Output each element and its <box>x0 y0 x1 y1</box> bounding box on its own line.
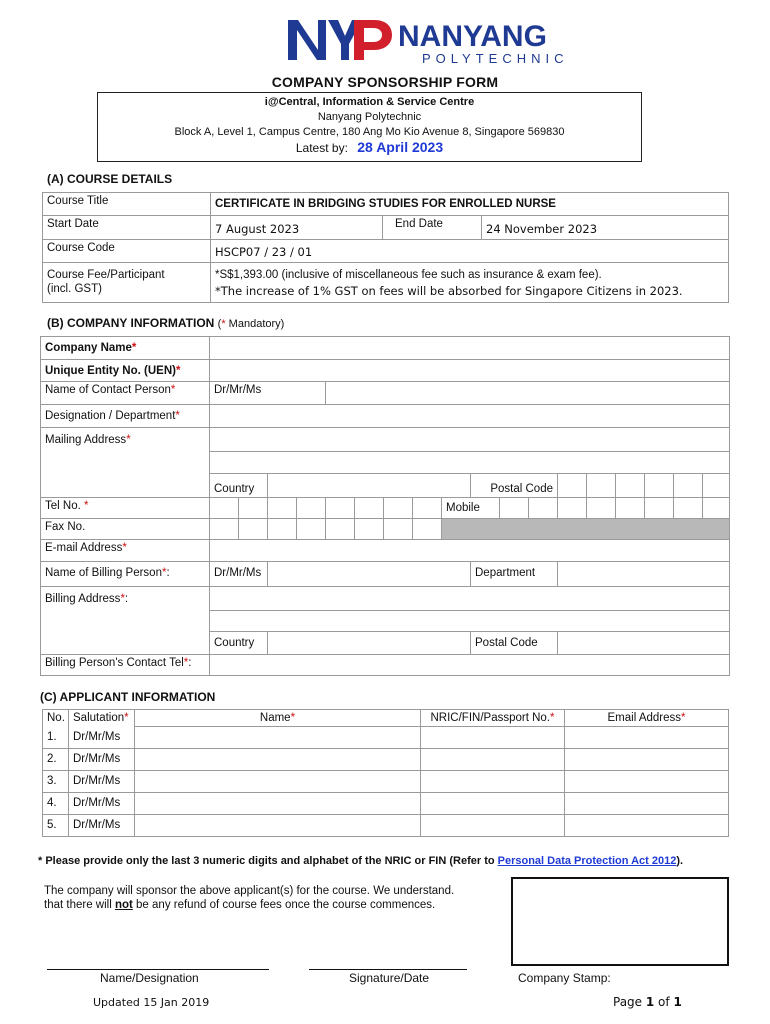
course-fee-value: *S$1,393.00 (inclusive of miscellaneous fee such as insurance & exam fee). <box>215 269 602 281</box>
country-field[interactable] <box>268 474 471 498</box>
course-code-label: Course Code <box>43 240 211 263</box>
applicant-salutation[interactable]: Dr/Mr/Ms <box>69 727 135 749</box>
disclaimer-text: * Please provide only the last 3 numeric digits and alphabet of the NRIC or FIN (Refer to <box>38 855 498 867</box>
country-label: Country <box>210 474 268 498</box>
applicant-nric-field[interactable] <box>421 815 565 837</box>
course-title-value: CERTIFICATE IN BRIDGING STUDIES FOR ENROLLED NURSE <box>211 193 729 216</box>
nyp-logo <box>288 16 569 68</box>
postal-digit-2[interactable] <box>587 474 616 498</box>
sponsor-line-1: The company will sponsor the above applicant(s) for the course. We understand. <box>44 885 455 897</box>
contact-salutation-field[interactable]: Dr/Mr/Ms <box>210 382 326 405</box>
page-number: Page 1 of 1 <box>613 995 682 1009</box>
mobile-label: Mobile <box>442 498 500 519</box>
applicant-row <box>43 727 729 749</box>
applicant-name-field[interactable] <box>135 815 421 837</box>
mobile-digit-3[interactable] <box>558 498 587 519</box>
applicant-no: 4. <box>43 793 69 815</box>
fax-digit-6[interactable] <box>355 519 384 540</box>
tel-digit-7[interactable] <box>384 498 413 519</box>
applicant-email-field[interactable] <box>565 771 729 793</box>
applicant-email-field[interactable] <box>565 727 729 749</box>
mobile-digit-6[interactable] <box>645 498 674 519</box>
contact-person-label: Name of Contact Person* <box>41 382 210 405</box>
uen-field[interactable] <box>210 360 730 382</box>
section-a-heading: (A) COURSE DETAILS <box>47 172 173 186</box>
fax-digit-5[interactable] <box>326 519 355 540</box>
signature-date-line <box>309 969 467 970</box>
disclaimer-end: ). <box>676 855 684 867</box>
applicant-name-field[interactable] <box>135 749 421 771</box>
department-field[interactable] <box>558 562 730 587</box>
contact-person-field[interactable] <box>326 382 730 405</box>
fax-blank-area <box>442 519 730 540</box>
applicant-no: 5. <box>43 815 69 837</box>
applicant-no: 1. <box>43 727 69 749</box>
mobile-digit-8[interactable] <box>703 498 730 519</box>
mobile-digit-1[interactable] <box>500 498 529 519</box>
sponsor-statement <box>44 884 454 912</box>
address-box <box>97 92 642 162</box>
mailing-address-line-1[interactable] <box>210 428 730 452</box>
applicant-nric-field[interactable] <box>421 749 565 771</box>
applicant-row <box>43 749 729 771</box>
applicant-email-field[interactable] <box>565 793 729 815</box>
svg-text:NANYANG: NANYANG <box>398 20 547 53</box>
updated-date: Updated 15 Jan 2019 <box>93 996 210 1009</box>
applicant-name-field[interactable] <box>135 727 421 749</box>
email-label: E-mail Address* <box>41 540 210 562</box>
start-date-value: 7 August 2023 <box>211 216 383 240</box>
tel-digit-1[interactable] <box>210 498 239 519</box>
applicant-salutation[interactable]: Dr/Mr/Ms <box>69 749 135 771</box>
nyp-logo-mark <box>288 16 569 68</box>
postal-digit-4[interactable] <box>645 474 674 498</box>
mandatory-open: ( <box>217 318 222 330</box>
not-emphasis: not <box>114 899 133 911</box>
applicant-salutation[interactable]: Dr/Mr/Ms <box>69 815 135 837</box>
tel-digit-2[interactable] <box>239 498 268 519</box>
designation-label: Designation / Department* <box>41 405 210 428</box>
section-b-title: (B) COMPANY INFORMATION <box>47 316 215 330</box>
postal-digit-3[interactable] <box>616 474 645 498</box>
mobile-digit-5[interactable] <box>616 498 645 519</box>
header-salutation: Salutation* <box>69 710 135 727</box>
mobile-digit-4[interactable] <box>587 498 616 519</box>
fax-digit-1[interactable] <box>210 519 239 540</box>
tel-digit-6[interactable] <box>355 498 384 519</box>
applicant-email-field[interactable] <box>565 749 729 771</box>
billing-address-line-2[interactable] <box>210 611 730 632</box>
billing-tel-field[interactable] <box>210 655 730 676</box>
applicant-nric-field[interactable] <box>421 727 565 749</box>
signature-date-label: Signature/Date <box>349 971 430 985</box>
address-line-1: i@Central, Information & Service Centre <box>264 96 475 108</box>
nric-disclaimer <box>38 855 683 867</box>
name-designation-label: Name/Designation <box>100 971 199 985</box>
applicant-salutation[interactable]: Dr/Mr/Ms <box>69 771 135 793</box>
mandatory-star: * <box>221 318 226 330</box>
applicant-table <box>42 709 729 837</box>
billing-country-label: Country <box>210 632 268 655</box>
billing-address-label: Billing Address*: <box>41 587 210 655</box>
latest-by-label: Latest by: <box>295 141 348 155</box>
postal-digit-1[interactable] <box>558 474 587 498</box>
billing-salutation-field[interactable]: Dr/Mr/Ms <box>210 562 268 587</box>
billing-postal-label: Postal Code <box>471 632 558 655</box>
header-email: Email Address* <box>565 710 729 727</box>
header-nric: NRIC/FIN/Passport No.* <box>421 710 565 727</box>
postal-digit-5[interactable] <box>674 474 703 498</box>
section-b-heading <box>47 316 284 330</box>
applicant-name-field[interactable] <box>135 771 421 793</box>
tel-digit-4[interactable] <box>297 498 326 519</box>
tel-digit-3[interactable] <box>268 498 297 519</box>
svg-text:POLYTECHNIC: POLYTECHNIC <box>422 51 569 66</box>
billing-postal-field[interactable] <box>558 632 730 655</box>
fax-digit-8[interactable] <box>413 519 442 540</box>
section-c-heading: (C) APPLICANT INFORMATION <box>40 690 216 704</box>
start-date-label: Start Date <box>43 216 211 240</box>
email-field[interactable] <box>210 540 730 562</box>
postal-digit-6[interactable] <box>703 474 730 498</box>
tel-digit-5[interactable] <box>326 498 355 519</box>
fax-digit-4[interactable] <box>297 519 326 540</box>
applicant-name-field[interactable] <box>135 793 421 815</box>
applicant-email-field[interactable] <box>565 815 729 837</box>
sponsor-line-2: that there will not be any refund of course fees once the course commences. <box>44 899 436 911</box>
company-stamp-box[interactable] <box>511 877 729 966</box>
course-fee-label: Course Fee/Participant <box>47 269 165 281</box>
department-label: Department <box>471 562 558 587</box>
applicant-row <box>43 771 729 793</box>
applicant-row <box>43 815 729 837</box>
name-signature-line <box>47 969 269 970</box>
billing-address-line-1[interactable] <box>210 587 730 611</box>
applicant-row <box>43 793 729 815</box>
billing-person-field[interactable] <box>268 562 471 587</box>
latest-by <box>98 140 641 156</box>
applicant-no: 3. <box>43 771 69 793</box>
applicant-nric-field[interactable] <box>421 793 565 815</box>
course-code-value: HSCP07 / 23 / 01 <box>211 240 729 263</box>
course-details-table <box>42 192 729 303</box>
fax-digit-3[interactable] <box>268 519 297 540</box>
company-name-field[interactable] <box>210 337 730 360</box>
fax-digit-7[interactable] <box>384 519 413 540</box>
fax-label: Fax No. <box>41 519 210 540</box>
billing-country-field[interactable] <box>268 632 471 655</box>
mandatory-note: Mandatory) <box>225 318 285 330</box>
billing-tel-label: Billing Person's Contact Tel*: <box>41 655 210 676</box>
company-info-table <box>40 336 730 676</box>
applicant-salutation[interactable]: Dr/Mr/Ms <box>69 793 135 815</box>
header-name: Name* <box>135 710 421 727</box>
billing-person-label: Name of Billing Person*: <box>41 562 210 587</box>
gst-note: *The increase of 1% GST on fees will be absorbed for Singapore Citizens in 2023. <box>215 284 683 298</box>
course-fee-gst-label: (incl. GST) <box>47 283 102 295</box>
postal-code-label: Postal Code <box>471 474 558 498</box>
applicant-no: 2. <box>43 749 69 771</box>
pdpa-link[interactable]: Personal Data Protection Act 2012 <box>497 855 677 867</box>
latest-by-date: 28 April 2023 <box>357 139 444 155</box>
tel-label: Tel No. * <box>41 498 210 519</box>
address-line-3: Block A, Level 1, Campus Centre, 180 Ang Mo Kio Avenue 8, Singapore 569830 <box>174 126 565 138</box>
end-date-value: 24 November 2023 <box>482 216 729 240</box>
form-title: COMPANY SPONSORSHIP FORM <box>271 74 499 90</box>
mobile-digit-7[interactable] <box>674 498 703 519</box>
designation-field[interactable] <box>210 405 730 428</box>
end-date-label: End Date <box>383 216 482 240</box>
company-stamp-label: Company Stamp: <box>518 971 611 985</box>
company-name-label: Company Name* <box>41 337 210 360</box>
course-title-label: Course Title <box>43 193 211 216</box>
applicant-nric-field[interactable] <box>421 771 565 793</box>
mailing-address-line-2[interactable] <box>210 452 730 474</box>
mailing-address-label: Mailing Address* <box>41 428 210 498</box>
mobile-digit-2[interactable] <box>529 498 558 519</box>
header-no: No. <box>43 710 69 727</box>
address-line-2: Nanyang Polytechnic <box>317 111 422 123</box>
fax-digit-2[interactable] <box>239 519 268 540</box>
uen-label: Unique Entity No. (UEN)* <box>41 360 210 382</box>
tel-digit-8[interactable] <box>413 498 442 519</box>
